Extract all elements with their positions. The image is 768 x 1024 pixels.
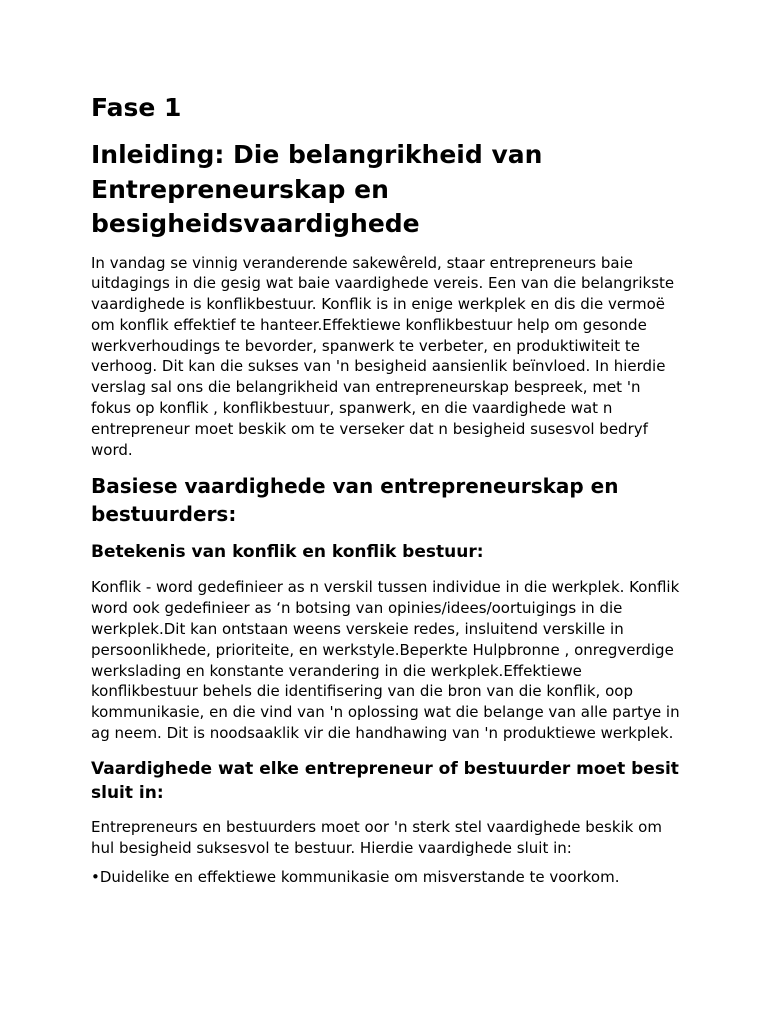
subheading-conflict-meaning: Betekenis van konflik en konflik bestuur: [91,542,484,563]
conflict-paragraph: Konflik - word gedefinieer as n verskil tussen individue in die werkplek. Konflik word ook gedefinieer as ‘n botsing van opinies/idees/oortuigings in die werkplek.Dit kan ontstaan weens verskeie redes, insluitend verskille in persoonlikhede, prioriteite, en werkstyle.Beperkte Hulpbronne , onregverdige werkslading en konstante verandering in die werkplek.Effektiewe konflikbestuur behels die identifisering van die bron van die konflik, oop kommunikasie, en die vind van 'n oplossing wat die belange van alle partye in ag neem. Dit is noodsaaklik vir die handhawing van 'n produktiewe werkplek. [91,578,680,743]
skills-intro-paragraph: Entrepreneurs en bestuurders moet oor 'n sterk stel vaardighede beskik om hul besigheid suksesvol te bestuur. Hierdie vaardighede sluit in: [91,817,662,857]
subheading-required-skills: Vaardighede wat elke entrepreneur of bestuurder moet besit sluit in: [91,758,679,803]
bullet-item-communication: •Duidelike en effektiewe kommunikasie om misverstande te voorkom. [91,868,620,887]
document-page [91,92,681,888]
phase-heading: Fase 1 [91,93,182,122]
intro-paragraph: In vandag se vinnig veranderende sakewêreld, staar entrepreneurs baie uitdagings in die gesig wat baie vaardighede vereis. Een van die belangrikste vaardighede is konflikbestuur. Konflik is in enige werkplek en dis die vermoë om konflik effektief te hanteer.Effektiewe konflikbestuur help om gesonde werkverhoudings te bevorder, spanwerk te verbeter, en produktiwiteit te verhoog. Dit kan die sukses van 'n besigheid aansienlik beïnvloed. In hierdie verslag sal ons die belangrikheid van entrepreneurskap bespreek, met 'n fokus op konflik , konflikbestuur, spanwerk, en die vaardighede wat n entrepreneur moet beskik om te verseker dat n besigheid susesvol bedryf word. [91,253,675,459]
document-title: Inleiding: Die belangrikheid van Entrepreneurskap en besigheidsvaardighede [91,140,543,238]
section-heading-basic-skills: Basiese vaardighede van entrepreneurskap en bestuurders: [91,474,619,527]
